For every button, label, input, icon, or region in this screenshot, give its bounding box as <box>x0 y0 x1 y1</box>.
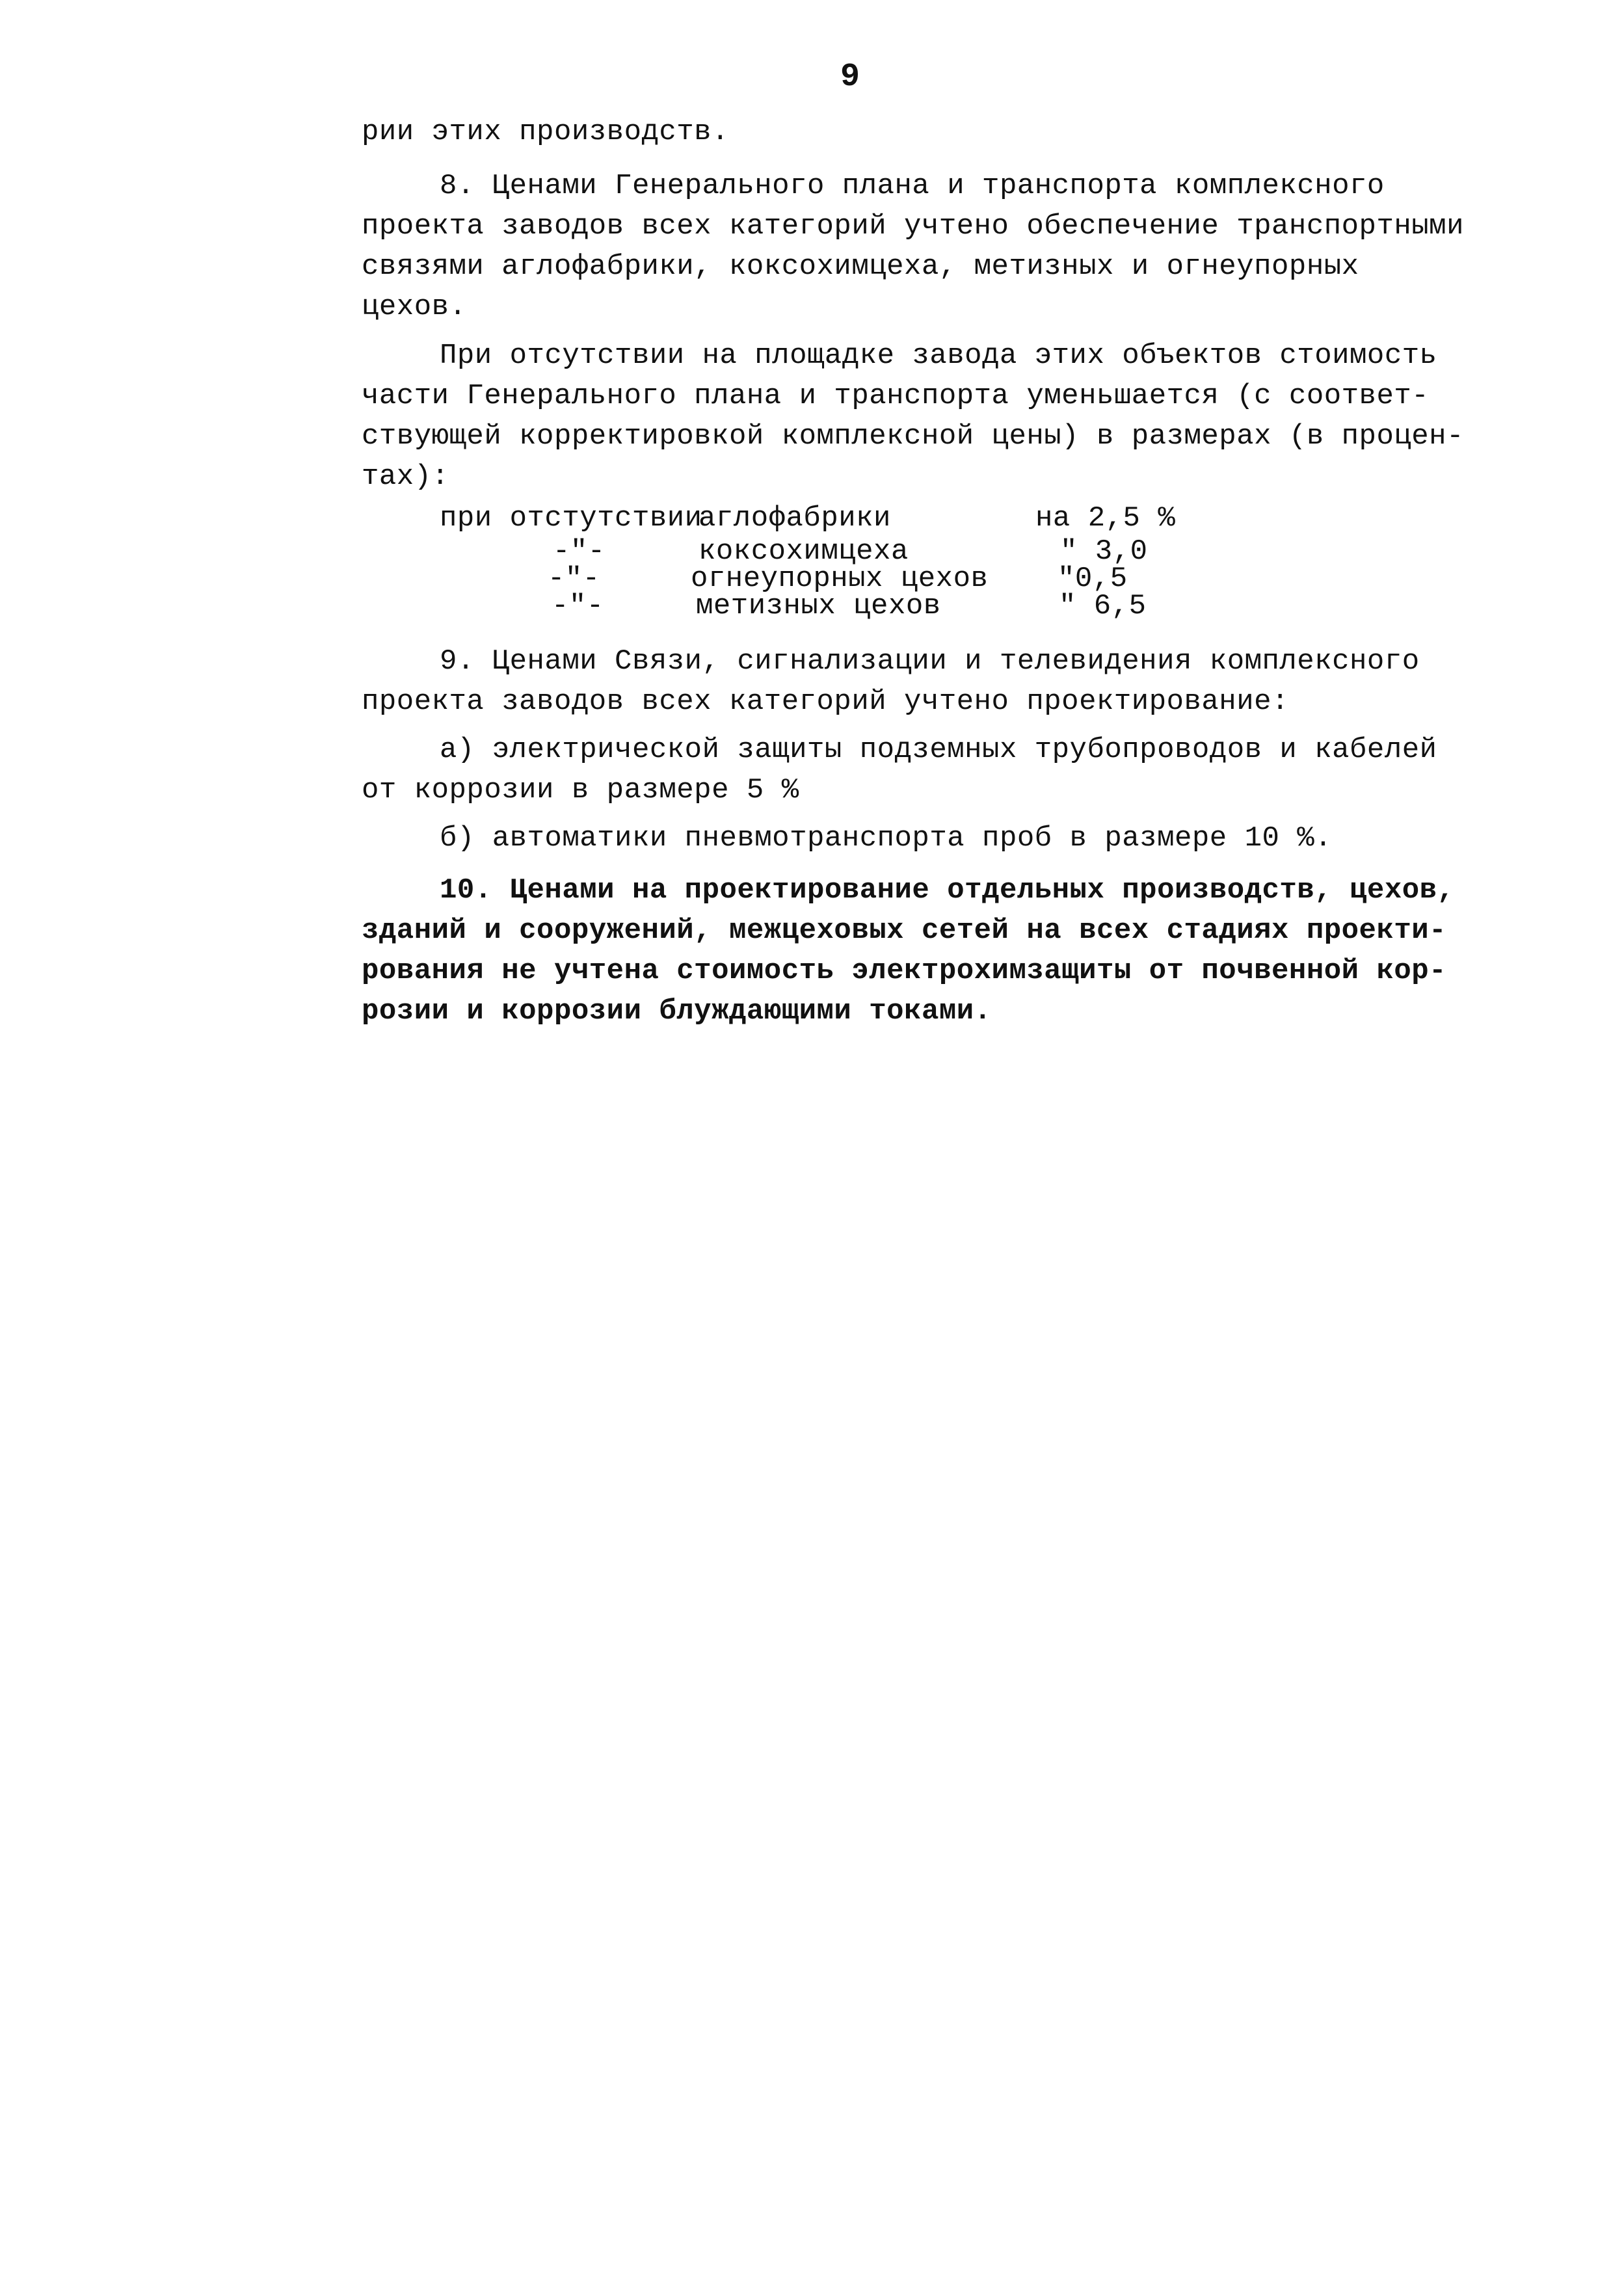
table-row-2-prefix: -"- <box>553 535 606 568</box>
item9a-line-1: а) электрической защиты подземных трубопроводов и кабелей <box>440 734 1437 766</box>
table-row-3-value: "0,5 <box>1058 563 1128 595</box>
table-row-1-object: аглофабрики <box>699 502 891 535</box>
item9-line-1: 9. Ценами Связи, сигнализации и телевидения комплексного <box>440 645 1420 678</box>
reduction-line-2: части Генерального плана и транспорта уменьшается (с соответ- <box>362 380 1430 412</box>
item9-line-2: проекта заводов всех категорий учтено проектирование: <box>362 685 1289 718</box>
intro-line: рии этих производств. <box>362 116 729 148</box>
table-row-1-value: на 2,5 % <box>1035 502 1176 535</box>
table-row-4-object: метизных цехов <box>696 590 941 622</box>
table-row-4-prefix: -"- <box>552 590 604 622</box>
item8-line-3: связями аглофабрики, коксохимцеха, метизных и огнеупорных <box>362 250 1359 283</box>
item10-line-3: рования не учтена стоимость электрохимзащиты от почвенной кор- <box>362 955 1447 987</box>
reduction-line-3: ствующей корректировкой комплексной цены) в размерах (в процен- <box>362 420 1464 453</box>
item10-line-4: розии и коррозии блуждающими токами. <box>362 995 992 1028</box>
item8-line-4: цехов. <box>362 291 467 323</box>
item10-line-2: зданий и сооружений, межцеховых сетей на всех стадиях проекти- <box>362 914 1447 947</box>
item8-line-1: 8. Ценами Генерального плана и транспорта комплексного <box>440 170 1385 202</box>
item8-line-2: проекта заводов всех категорий учтено обеспечение транспортными <box>362 210 1464 243</box>
table-row-2-value: " 3,0 <box>1060 535 1148 568</box>
item10-line-1: 10. Ценами на проектирование отдельных производств, цехов, <box>440 874 1455 907</box>
reduction-line-4: тах): <box>362 460 449 493</box>
item9a-line-2: от коррозии в размере 5 % <box>362 774 799 806</box>
reduction-line-1: При отсутствии на площадке завода этих объектов стоимость <box>440 339 1437 372</box>
table-row-4-value: " 6,5 <box>1059 590 1147 622</box>
table-row-3-prefix: -"- <box>548 563 600 595</box>
table-row-2-object: коксохимцеха <box>699 535 909 568</box>
item9b-line: б) автоматики пневмотранспорта проб в размере 10 %. <box>440 822 1333 855</box>
table-row-3-object: огнеупорных цехов <box>691 563 989 595</box>
table-row-1-prefix: при отстутствии <box>440 502 702 535</box>
page-number: 9 <box>840 59 860 96</box>
